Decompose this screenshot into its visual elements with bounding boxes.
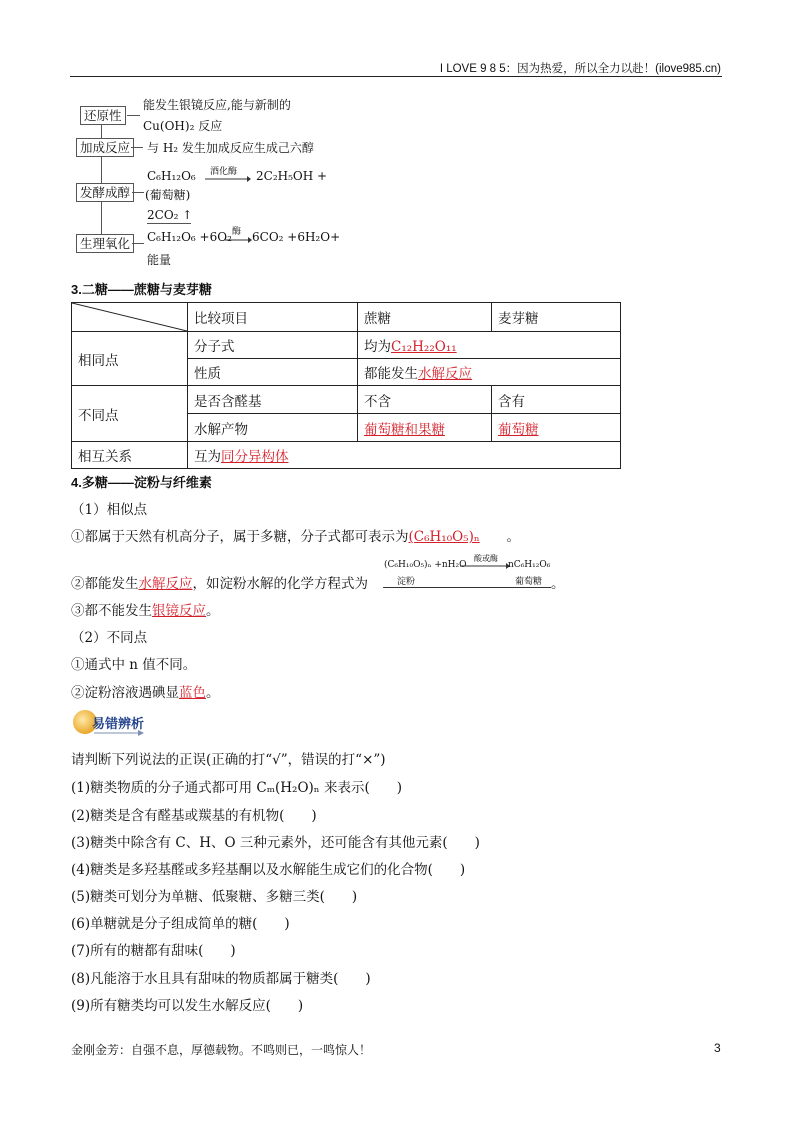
box-fermentation: 发酵成醇	[76, 183, 134, 202]
point-2-mid: ，如淀粉水解的化学方程式为	[192, 576, 368, 592]
point-3-text: ③都不能发生	[71, 603, 152, 619]
page-number: 3	[714, 1041, 721, 1055]
point-3	[71, 599, 220, 619]
point-1-text: ①都属于天然有机高分子，属于多糖，分子式都可表示为	[71, 529, 409, 545]
hydro-maltose-answer: 葡萄糖	[498, 421, 539, 438]
point-2-answer: 水解反应	[138, 576, 193, 592]
judge-item: (7)所有的糖都有甜味( )	[71, 943, 236, 959]
formula-label: 分子式	[188, 332, 358, 359]
judge-item: (4)糖类是多羟基醛或多羟基酮以及水解能生成它们的化合物( )	[71, 862, 466, 878]
eq-underline	[383, 587, 551, 588]
property-prefix: 都能发生	[364, 366, 418, 382]
point-1-answer: (C₆H₁₀O₅)ₙ	[408, 529, 480, 545]
eq-right: nC₆H₁₂O₆	[508, 560, 551, 570]
property-answer: 水解反应	[418, 366, 472, 382]
fermentation-product: 2C₂H₅OH +	[256, 169, 328, 183]
fermentation-arrow-label: 酒化酶	[210, 167, 238, 177]
hydro-sucrose-answer: 葡萄糖和果糖	[364, 421, 445, 438]
connector	[132, 243, 144, 244]
point-2-text: ②都能发生	[71, 576, 139, 592]
aldehyde-label: 是否含醛基	[188, 386, 358, 414]
judge-item: (9)所有糖类均可以发生水解反应( )	[71, 998, 304, 1014]
reducing-text2: Cu(OH)₂ 反应	[143, 119, 223, 133]
judge-item: (1)糖类物质的分子通式都可用 Cₘ(H₂O)ₙ 来表示( )	[71, 780, 402, 796]
formula-answer: C₁₂H₂₂O₁₁	[391, 339, 457, 355]
point-2-end: 。	[551, 576, 565, 592]
footer-motto: 金刚金芳：自强不息，厚德载物。不鸣则已，一鸣惊人！	[71, 1043, 372, 1057]
box-oxidation: 生理氧化	[76, 234, 134, 253]
different-heading: （2）不同点	[71, 630, 148, 646]
header-rule	[70, 76, 722, 77]
judge-item: (2)糖类是含有醛基或羰基的有机物( )	[71, 808, 317, 824]
hydro-maltose	[492, 414, 621, 442]
corner-cell	[72, 303, 188, 332]
box-reducing: 还原性	[80, 106, 126, 125]
point-5-answer: 蓝色	[179, 685, 206, 701]
diagram-trunk	[101, 116, 102, 234]
underline	[147, 223, 191, 224]
eq-name-right: 葡萄糖	[515, 577, 543, 587]
relation-prefix: 互为	[194, 449, 221, 465]
similar-heading: （1）相似点	[71, 502, 148, 518]
oxidation-product: 6CO₂ +6H₂O+	[252, 230, 341, 244]
fermentation-glucose: (葡萄糖)	[145, 188, 191, 202]
oxidation-energy: 能量	[147, 253, 172, 267]
diagonal-line	[72, 303, 187, 331]
error-analysis-badge	[72, 708, 150, 736]
fermentation-formula: C₆H₁₂O₆	[147, 169, 196, 183]
judge-item: (5)糖类可划分为单糖、低聚糖、多糖三类( )	[71, 889, 358, 905]
judge-intro: 请判断下列说法的正误(正确的打“√”，错误的打“×”)	[71, 752, 386, 768]
reducing-text1: 能发生银镜反应,能与新制的	[143, 98, 291, 112]
property-value	[358, 359, 621, 386]
judge-item: (8)凡能溶于水且具有甜味的物质都属于糖类( )	[71, 971, 371, 987]
disaccharide-table	[71, 302, 621, 469]
section4-title: 4.多糖——淀粉与纤维素	[71, 475, 212, 490]
point-1-end: 。	[506, 529, 520, 545]
eq-left: (C₆H₁₀O₅)ₙ +nH₂O	[384, 560, 467, 570]
formula-value	[358, 332, 621, 359]
point-5-end: 。	[206, 685, 220, 701]
diff-label: 不同点	[72, 386, 188, 442]
relation-value	[188, 442, 621, 469]
oxidation-arrow	[224, 236, 252, 244]
point-3-answer: 银镜反应	[152, 603, 206, 619]
badge-label: 易错辨析	[92, 716, 145, 731]
eq-name-left: 淀粉	[397, 577, 416, 587]
eq-arrow	[460, 563, 510, 569]
judge-item: (6)单糖就是分子组成简单的糖( )	[71, 916, 290, 932]
connector	[131, 147, 143, 148]
fermentation-arrow	[205, 175, 251, 183]
point-2	[71, 572, 368, 592]
relation-label: 相互关系	[72, 442, 188, 469]
header-item: 比较项目	[188, 303, 358, 332]
point-3-end: 。	[206, 603, 220, 619]
header-sucrose: 蔗糖	[358, 303, 492, 332]
box-addition: 加成反应	[76, 138, 134, 157]
header-text: I LOVE 9 8 5：因为热爱，所以全力以赴！(ilove985.cn)	[439, 63, 721, 75]
relation-answer: 同分异构体	[221, 449, 289, 465]
aldehyde-maltose: 含有	[492, 386, 621, 414]
judge-item: (3)糖类中除含有 C、H、O 三种元素外，还可能含有其他元素( )	[71, 835, 480, 851]
point-5	[71, 681, 220, 701]
point-5-text: ②淀粉溶液遇碘显	[71, 685, 179, 701]
oxidation-arrow-label: 酶	[232, 227, 242, 237]
header-maltose: 麦芽糖	[492, 303, 621, 332]
point-1	[71, 525, 520, 545]
hydro-sucrose	[358, 414, 492, 442]
same-label: 相同点	[72, 332, 188, 386]
aldehyde-sucrose: 不含	[358, 386, 492, 414]
oxidation-co2: 2CO₂ ↑	[147, 208, 193, 222]
connector	[127, 115, 140, 116]
oxidation-formula: C₆H₁₂O₆ +6O₂	[147, 230, 232, 244]
property-label: 性质	[188, 359, 358, 386]
hydro-label: 水解产物	[188, 414, 358, 442]
eq-label: 酸或酶	[474, 554, 498, 563]
point-4: ①通式中 n 值不同。	[71, 657, 197, 673]
formula-prefix: 均为	[364, 339, 391, 355]
addition-text: 与 H₂ 发生加成反应生成己六醇	[147, 141, 314, 155]
section3-title: 3.二糖——蔗糖与麦芽糖	[71, 282, 212, 297]
connector	[132, 192, 144, 193]
